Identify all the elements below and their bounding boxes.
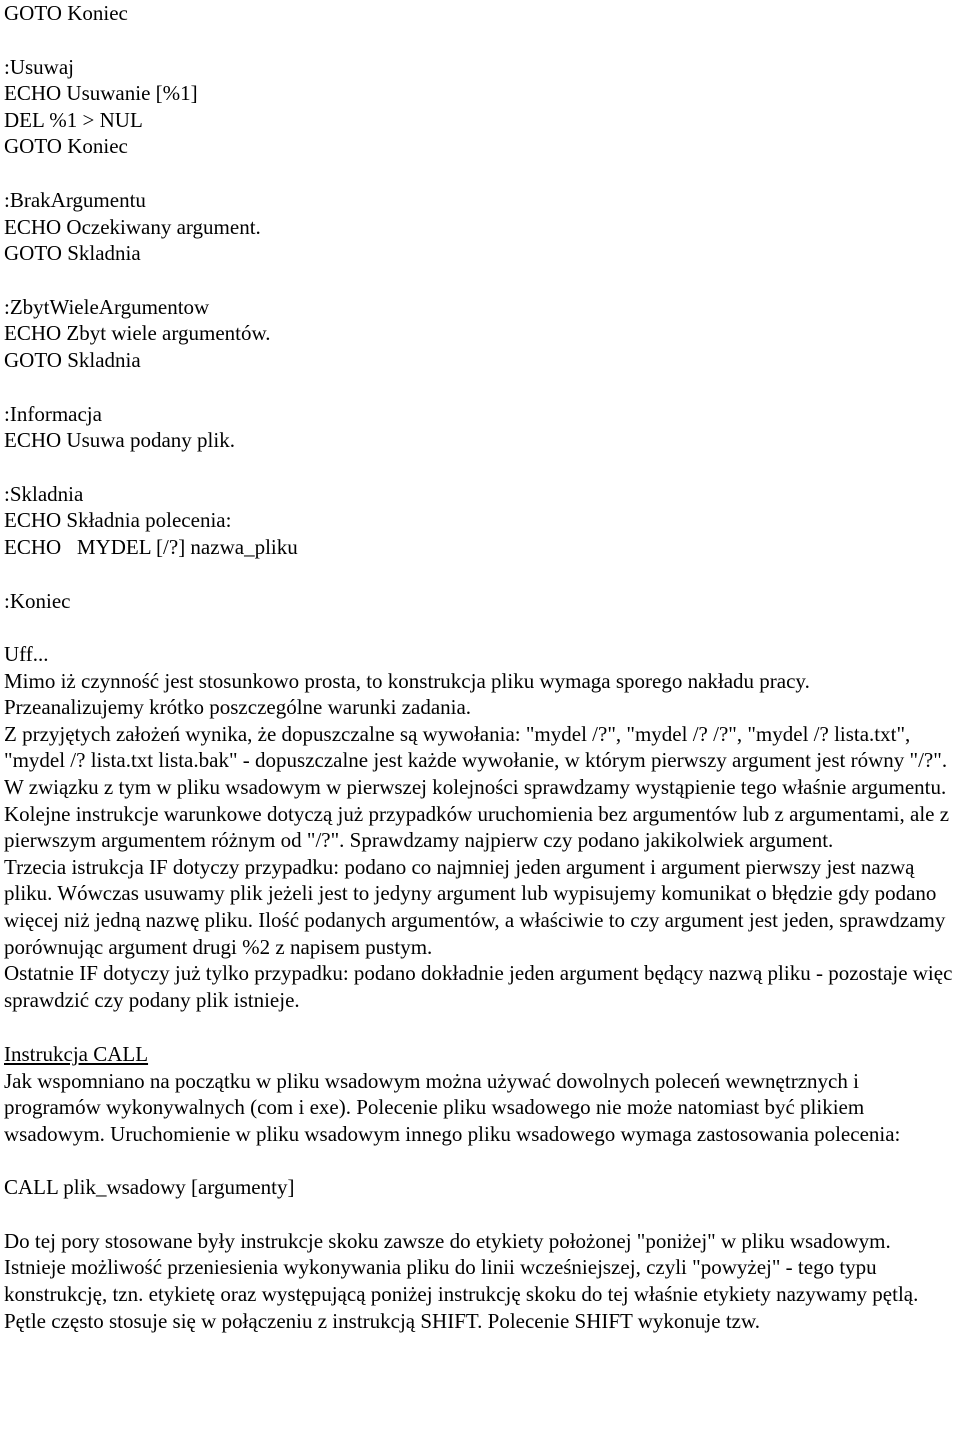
code-line: ECHO Zbyt wiele argumentów. [4, 321, 271, 346]
code-line: ECHO Usuwa podany plik. [4, 428, 235, 453]
paragraph: Z przyjętych założeń wynika, że dopuszczalne są wywołania: "mydel /?", "mydel /? /?", "mydel /? lista.txt", "mydel /? lista.txt lista.bak" - dopuszczalne jest każde wywołanie, w którym pierwszy argument jest równy "/?". W związku z tym w pliku wsadowym w pierwszej kolejności sprawdzamy wystąpienie tego właśnie argumentu. [4, 721, 948, 800]
syntax-line: CALL plik_wsadowy [argumenty] [4, 1175, 295, 1200]
code-line: GOTO Koniec [4, 1, 128, 25]
batch-code-listing [4, 0, 954, 641]
paragraph: Ostatnie IF dotyczy już tylko przypadku: podano dokładnie jeden argument będący nazwą pliku - pozostaje więc sprawdzić czy podany plik istnieje. [4, 961, 953, 1012]
code-label: :Informacja [4, 401, 102, 426]
section-heading: Instrukcja CALL [4, 1041, 149, 1066]
code-label: :BrakArgumentu [4, 187, 146, 212]
paragraph: Pętle często stosuje się w połączeniu z instrukcją SHIFT. Polecenie SHIFT wykonuje tzw. [4, 1308, 761, 1333]
document-page [4, 0, 954, 1334]
code-line: GOTO Skladnia [4, 241, 141, 266]
code-label: :ZbytWieleArgumentow [4, 294, 210, 319]
paragraph: Jak wspomniano na początku w pliku wsadowym można używać dowolnych poleceń wewnętrznych i programów wykonywalnych (com i exe). Polecenie pliku wsadowego nie może natomiast być plikiem wsadowym. Uruchomienie w pliku wsadowym innego pliku wsadowego wymaga zastosowania polecenia: [4, 1068, 901, 1146]
paragraph: Mimo iż czynność jest stosunkowo prosta, to konstrukcja pliku wymaga sporego nakładu pracy. [4, 668, 810, 693]
code-line: GOTO Koniec [4, 134, 128, 159]
paragraph: Przeanalizujemy krótko poszczególne warunki zadania. [4, 695, 472, 720]
code-line: ECHO Oczekiwany argument. [4, 214, 261, 239]
code-label: :Skladnia [4, 481, 84, 506]
code-line: GOTO Skladnia [4, 347, 141, 372]
paragraph: Do tej pory stosowane były instrukcje skoku zawsze do etykiety położonej "poniżej" w pliku wsadowym. Istnieje możliwość przeniesienia wykonywania pliku do linii wcześniejszej, czyli "powyżej" - tego typu konstrukcję, tzn. etykietę oraz występującą poniżej instrukcję skoku do tej właśnie etykiety nazywamy pętlą. [4, 1228, 919, 1307]
call-section [4, 1041, 954, 1334]
paragraph: Uff... [4, 642, 49, 667]
code-label: :Usuwaj [4, 54, 74, 79]
code-line: ECHO MYDEL [/?] nazwa_pliku [4, 534, 298, 559]
code-line: ECHO Składnia polecenia: [4, 508, 232, 533]
explanation-section [4, 641, 954, 1013]
code-line: ECHO Usuwanie [%1] [4, 81, 198, 106]
paragraph: Kolejne instrukcje warunkowe dotyczą już przypadków uruchomienia bez argumentów lub z argumentami, ale z pierwszym argumentem różnym od "/?". Sprawdzamy najpierw czy podano jakikolwiek argument. [4, 801, 950, 853]
code-label: :Koniec [4, 588, 71, 613]
paragraph: Trzecia istrukcja IF dotyczy przypadku: podano co najmniej jeden argument i argument pierwszy jest nazwą pliku. Wówczas usuwamy plik jeżeli jest to jedyny argument lub wypisujemy komunikat o błędzie gdy podano więcej niż jedną nazwę pliku. Ilość podanych argumentów, a właściwie to czy argument jest jeden, sprawdzamy porównując argument drugi %2 z napisem pustym. [4, 854, 946, 959]
code-line: DEL %1 > NUL [4, 107, 143, 132]
